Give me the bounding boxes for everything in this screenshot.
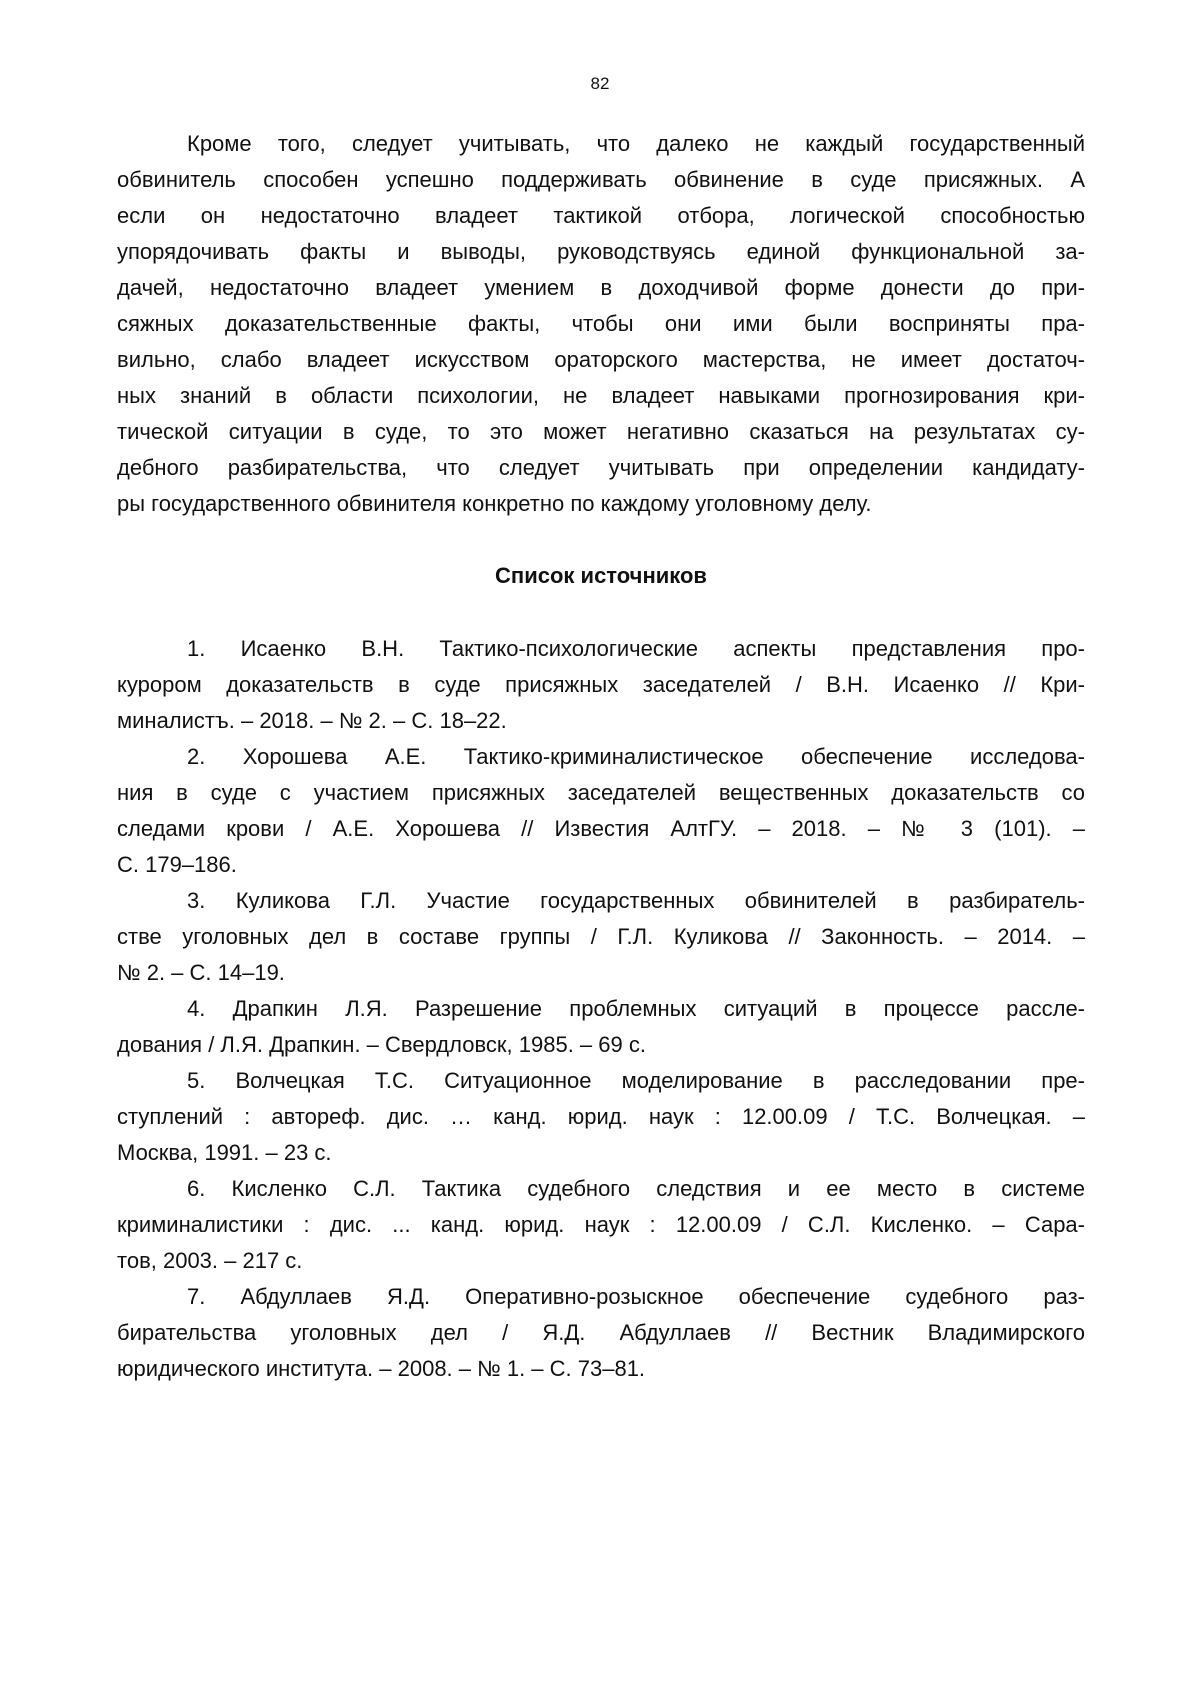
reference-line: миналистъ. – 2018. – № 2. – С. 18–22. xyxy=(117,708,507,733)
reference-line: 6. Кисленко С.Л. Тактика судебного следствия и ее место в системе xyxy=(187,1176,1085,1201)
reference-line: С. 179–186. xyxy=(117,852,237,877)
paragraph-line: тической ситуации в суде, то это может негативно сказаться на результатах су- xyxy=(117,419,1085,444)
paragraph-line: дачей, недостаточно владеет умением в доходчивой форме донести до при- xyxy=(117,275,1085,300)
reference-line: следами крови / А.Е. Хорошева // Известия АлтГУ. – 2018. – № 3 (101). – xyxy=(117,816,1085,841)
reference-line: криминалистики : дис. ... канд. юрид. наук : 12.00.09 / С.Л. Кисленко. – Сара- xyxy=(117,1212,1085,1237)
reference-line: бирательства уголовных дел / Я.Д. Абдуллаев // Вестник Владимирского xyxy=(117,1320,1085,1345)
paragraph-line: обвинитель способен успешно поддерживать обвинение в суде присяжных. А xyxy=(117,167,1085,192)
reference-line: 2. Хорошева А.Е. Тактико-криминалистическое обеспечение исследова- xyxy=(187,744,1085,769)
reference-line: стве уголовных дел в составе группы / Г.Л. Куликова // Законность. – 2014. – xyxy=(117,924,1085,949)
reference-line: 1. Исаенко В.Н. Тактико-психологические аспекты представления про- xyxy=(187,636,1085,661)
paragraph-line: если он недостаточно владеет тактикой отбора, логической способностью xyxy=(117,203,1085,228)
reference-line: 5. Волчецкая Т.С. Ситуационное моделирование в расследовании пре- xyxy=(187,1068,1085,1093)
reference-line: 4. Драпкин Л.Я. Разрешение проблемных ситуаций в процессе рассле- xyxy=(187,996,1085,1021)
reference-item xyxy=(117,1063,1085,1171)
page-number: 82 xyxy=(590,74,610,93)
paragraph-line: вильно, слабо владеет искусством ораторского мастерства, не имеет достаточ- xyxy=(117,347,1085,372)
reference-item xyxy=(117,631,1085,739)
reference-line: тов, 2003. – 217 с. xyxy=(117,1248,303,1273)
reference-line: 3. Куликова Г.Л. Участие государственных обвинителей в разбиратель- xyxy=(187,888,1085,913)
reference-line: № 2. – С. 14–19. xyxy=(117,960,285,985)
reference-line: ния в суде с участием присяжных заседателей вещественных доказательств со xyxy=(117,780,1085,805)
reference-item xyxy=(117,739,1085,883)
reference-line: дования / Л.Я. Драпкин. – Свердловск, 1985. – 69 с. xyxy=(117,1032,646,1057)
reference-item xyxy=(117,991,1085,1063)
paragraph-line: Кроме того, следует учитывать, что далеко не каждый государственный xyxy=(187,131,1085,156)
paragraph-line: ры государственного обвинителя конкретно по каждому уголовному делу. xyxy=(117,491,872,516)
paragraph-line: упорядочивать факты и выводы, руководствуясь единой функциональной за- xyxy=(117,239,1085,264)
paragraph-line: ных знаний в области психологии, не владеет навыками прогнозирования кри- xyxy=(117,383,1085,408)
reference-line: Москва, 1991. – 23 с. xyxy=(117,1140,332,1165)
reference-line: юридического института. – 2008. – № 1. – С. 73–81. xyxy=(117,1356,646,1381)
paragraph-line: дебного разбирательства, что следует учитывать при определении кандидату- xyxy=(117,455,1085,480)
reference-item xyxy=(117,1171,1085,1279)
reference-item xyxy=(117,883,1085,991)
references-list xyxy=(117,631,1085,1387)
body-paragraph xyxy=(117,126,1085,522)
paragraph-line: сяжных доказательственные факты, чтобы они ими были восприняты пра- xyxy=(117,311,1085,336)
reference-line: ступлений : автореф. дис. … канд. юрид. наук : 12.00.09 / Т.С. Волчецкая. – xyxy=(117,1104,1085,1129)
reference-item xyxy=(117,1279,1085,1387)
references-heading: Список источников xyxy=(495,563,707,588)
reference-line: курором доказательств в суде присяжных заседателей / В.Н. Исаенко // Кри- xyxy=(117,672,1085,697)
reference-line: 7. Абдуллаев Я.Д. Оперативно-розыскное обеспечение судебного раз- xyxy=(187,1284,1085,1309)
